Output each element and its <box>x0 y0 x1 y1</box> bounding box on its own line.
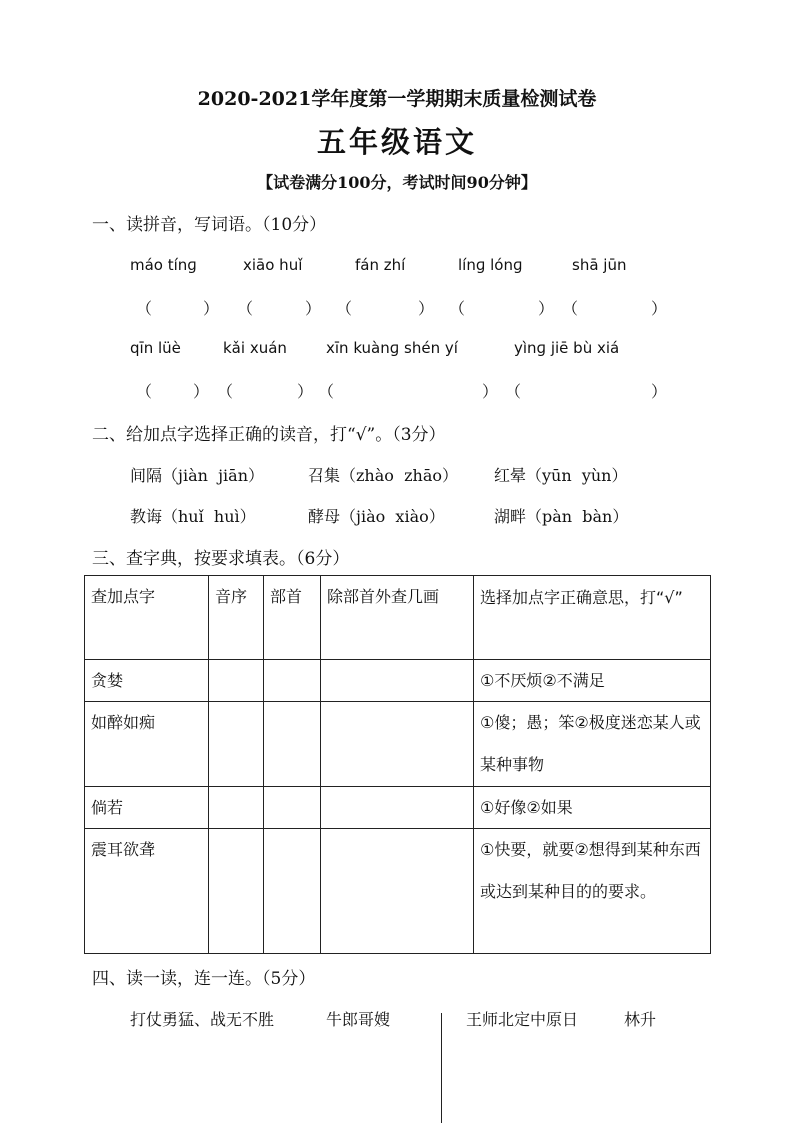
table-row <box>85 660 711 702</box>
answer-bracket-close: ） <box>651 382 668 401</box>
table-cell-empty[interactable] <box>264 787 321 829</box>
table-row <box>85 829 711 954</box>
answer-bracket-close: ） <box>651 299 668 318</box>
pronunciation-item: 召集（zhào zhāo） <box>308 466 458 485</box>
answer-bracket-open: （ <box>136 382 153 401</box>
table-row <box>85 787 711 829</box>
table-header-row <box>85 576 711 660</box>
table-header-cell: 选择加点字正确意思，打“√” <box>474 576 711 660</box>
section2-heading: 二、给加点字选择正确的读音，打“√”。（3分） <box>92 425 446 445</box>
table-header-cell: 查加点字 <box>85 576 209 660</box>
dictionary-table <box>84 575 711 954</box>
table-cell-word: 震耳欲聋 <box>85 829 209 954</box>
answer-bracket-open: （ <box>562 299 579 318</box>
pinyin-item: qīn lüè <box>130 339 181 357</box>
pinyin-item: xiāo huǐ <box>243 256 303 274</box>
pinyin-item: yìnɡ jiē bù xiá <box>514 339 620 357</box>
table-cell-empty[interactable] <box>321 787 474 829</box>
subject-title: 五年级语文 <box>316 125 477 159</box>
table-cell-word: 如醉如痴 <box>85 702 209 787</box>
section4-heading: 四、读一读，连一连。（5分） <box>92 969 316 989</box>
table-cell-meaning: ①不厌烦②不满足 <box>474 660 711 702</box>
match-left-item: 牛郎哥嫂 <box>326 1010 391 1029</box>
table-cell-empty[interactable] <box>321 829 474 954</box>
answer-bracket-close: ） <box>538 299 555 318</box>
answer-bracket-open: （ <box>237 299 254 318</box>
table-cell-empty[interactable] <box>321 702 474 787</box>
answer-bracket-open: （ <box>217 382 234 401</box>
pinyin-item: shā jūn <box>572 256 627 274</box>
pinyin-item: kǎi xuán <box>223 339 287 357</box>
pinyin-item: fán zhí <box>355 256 406 274</box>
table-cell-meaning: ①好像②如果 <box>474 787 711 829</box>
section1-heading: 一、读拼音，写词语。（10分） <box>92 215 327 235</box>
pronunciation-item: 湖畔（pàn bàn） <box>494 507 629 526</box>
pronunciation-item: 酵母（jiào xiào） <box>308 507 445 526</box>
table-cell-empty[interactable] <box>264 660 321 702</box>
table-cell-meaning: ①傻；愚；笨②极度迷恋某人或某种事物 <box>474 702 711 787</box>
section3-heading: 三、查字典，按要求填表。（6分） <box>92 549 350 569</box>
answer-bracket-close: ） <box>193 382 210 401</box>
table-header-cell: 音序 <box>209 576 264 660</box>
exam-note: 【试卷满分100分，考试时间90分钟】 <box>257 173 537 192</box>
pinyin-item: xīn kuànɡ shén yí <box>326 339 458 357</box>
table-cell-meaning: ①快要，就要②想得到某种东西或达到某种目的的要求。 <box>474 829 711 954</box>
answer-bracket-open: （ <box>318 382 335 401</box>
match-right-item: 林升 <box>624 1010 657 1029</box>
pronunciation-item: 红晕（yūn yùn） <box>494 466 628 485</box>
divider-line <box>441 1013 442 1123</box>
table-row <box>85 702 711 787</box>
answer-bracket-open: （ <box>136 299 153 318</box>
table-cell-word: 贪婪 <box>85 660 209 702</box>
table-cell-empty[interactable] <box>321 660 474 702</box>
table-cell-word: 倘若 <box>85 787 209 829</box>
pinyin-item: línɡ lónɡ <box>458 256 523 274</box>
table-header-cell: 部首 <box>264 576 321 660</box>
answer-bracket-close: ） <box>203 299 220 318</box>
pronunciation-item: 间隔（jiàn jiān） <box>130 466 265 485</box>
answer-bracket-close: ） <box>482 382 499 401</box>
table-cell-empty[interactable] <box>209 660 264 702</box>
table-cell-empty[interactable] <box>209 787 264 829</box>
answer-bracket-open: （ <box>449 299 466 318</box>
answer-bracket-open: （ <box>336 299 353 318</box>
answer-bracket-close: ） <box>418 299 435 318</box>
answer-bracket-open: （ <box>505 382 522 401</box>
table-cell-empty[interactable] <box>209 829 264 954</box>
answer-bracket-close: ） <box>305 299 322 318</box>
table-cell-empty[interactable] <box>209 702 264 787</box>
exam-title: 2020-2021学年度第一学期期末质量检测试卷 <box>197 88 597 110</box>
match-right-item: 王师北定中原日 <box>466 1010 579 1029</box>
pinyin-item: máo tínɡ <box>130 256 197 274</box>
table-header-cell: 除部首外查几画 <box>321 576 474 660</box>
table-cell-empty[interactable] <box>264 829 321 954</box>
pronunciation-item: 教诲（huǐ huì） <box>130 507 256 526</box>
table-cell-empty[interactable] <box>264 702 321 787</box>
match-left-item: 打仗勇猛、战无不胜 <box>130 1010 275 1029</box>
answer-bracket-close: ） <box>297 382 314 401</box>
